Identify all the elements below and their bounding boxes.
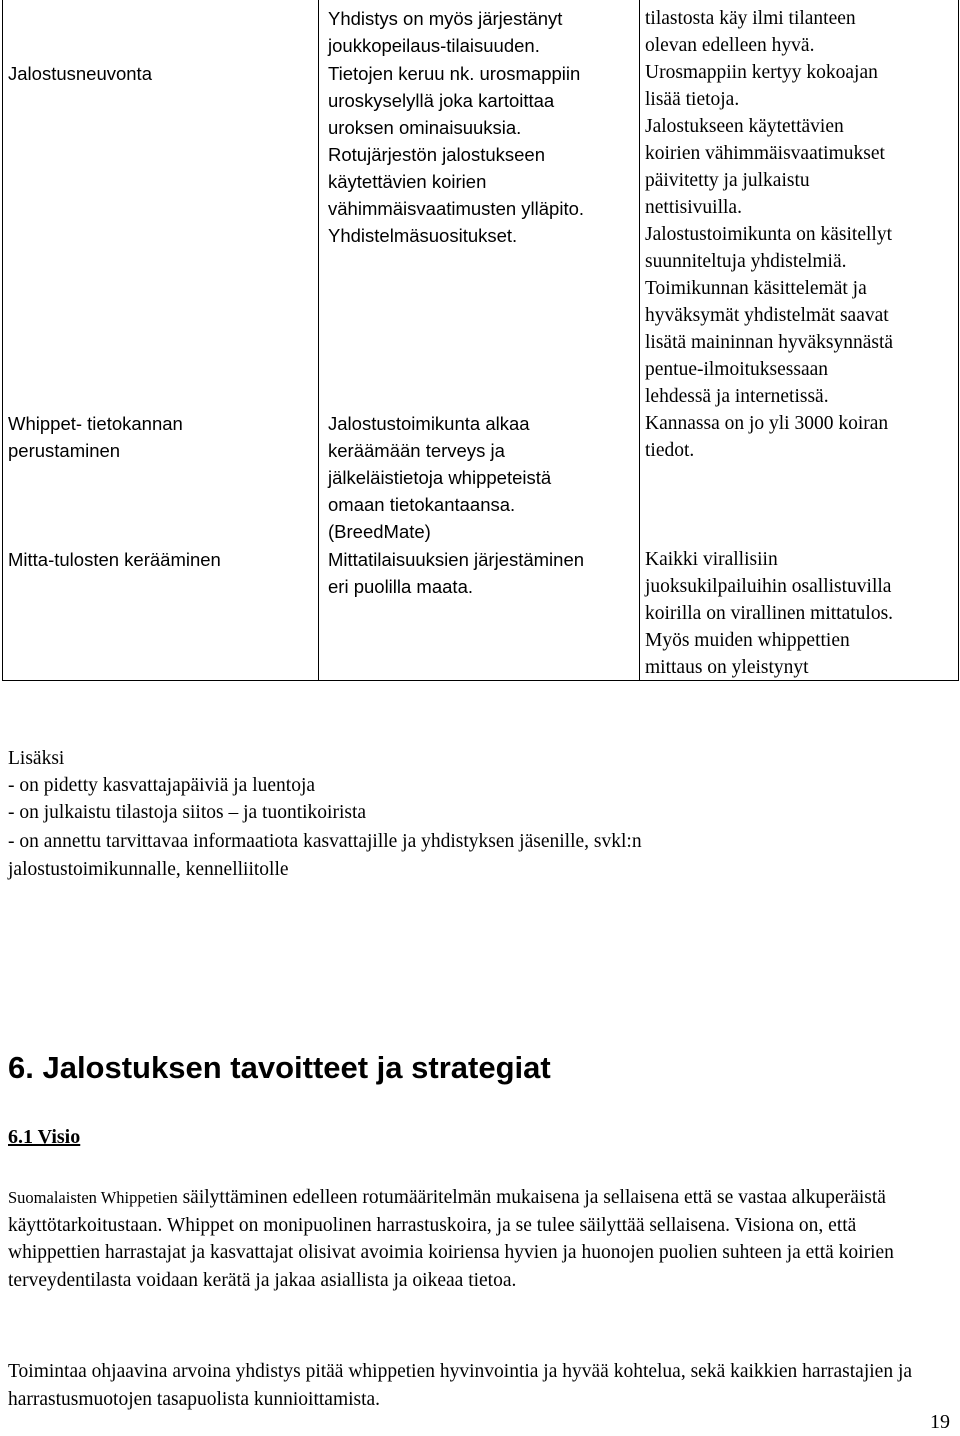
column-divider (318, 0, 319, 680)
values-paragraph: Toimintaa ohjaavina arvoina yhdistys pitää whippetien hyvinvointia ja hyvää kohtelua, sekä kaikkien harrastajien ja harrastusmuotojen tasapuolista kunnioittamista. (8, 1361, 913, 1410)
table-cell: Jalostusneuvonta (8, 63, 152, 84)
column-divider (639, 0, 640, 680)
table-cell: Tietojen keruu nk. urosmappiin uroskyselyllä joka kartoittaa uroksen ominaisuuksia. Rotujärjestön jalostukseen käytettävien koirien vähimmäisvaatimusten ylläpito. Yhdistelmäsuositukset. (328, 63, 585, 246)
page-number: 19 (930, 1411, 950, 1433)
table-cell: Kannassa on jo yli 3000 koiran tiedot. (645, 413, 889, 461)
vision-paragraph (8, 1184, 952, 1294)
lisaksi-heading: Lisäksi (8, 748, 65, 769)
section-subheading: 6.1 Visio (8, 1126, 81, 1148)
table-cell: Yhdistys on myös järjestänyt joukkopeilaus-tilaisuuden. (328, 8, 563, 56)
table-cell: Whippet- tietokannan perustaminen (8, 413, 183, 461)
vision-paragraph-lead: Suomalaisten Whippetien (8, 1188, 178, 1207)
list-item: - on annettu tarvittavaa informaatiota kasvattajille ja yhdistyksen jäsenille, svkl:n jalostustoimikunnalle, kennelliitolle (8, 831, 642, 880)
table-cell: tilastosta käy ilmi tilanteen olevan edelleen hyvä. Urosmappiin kertyy kokoajan lisää tietoja. Jalostukseen käytettävien koirien vähimmäisvaatimukset päivitetty ja julkaistu nettisivuilla. Jalostustoimikunta on käsitellyt suunniteltuja yhdistelmiä. Toimikunnan käsittelemät ja hyväksymät yhdistelmät saavat lisätä maininnan hyväksynnästä pentue-ilmoituksessaan lehdessä ja internetissä. (645, 8, 894, 407)
table-cell: Kaikki virallisiin juoksukilpailuihin osallistuvilla koirilla on virallinen mittatulos. Myös muiden whippettien mittaus on yleistynyt (645, 549, 894, 678)
vision-paragraph-text: säilyttäminen edelleen rotumääritelmän mukaisena ja sellaisena että se vastaa alkuperäistä käyttötarkoitustaan. Whippet on monipuolinen harrastuskoira, ja se tulee säilyttää sellaisena. Visiona on, että whippettien harrastajat ja kasvattajat olisivat avoimia koiriensa hyvien ja huonojen puolien suhteen ja että koirien terveydentilasta voidaan kerätä ja jakaa asiallista ja oikeaa tietoa. (8, 1187, 894, 1291)
list-item: - on pidetty kasvattajapäiviä ja luentoja (8, 775, 316, 796)
section-heading: 6. Jalostuksen tavoitteet ja strategiat (8, 1050, 551, 1085)
table-cell: Jalostustoimikunta alkaa keräämään terveys ja jälkeläistietoja whippeteistä omaan tietokantaansa. (BreedMate) (328, 413, 552, 542)
list-item: - on julkaistu tilastoja siitos – ja tuontikoirista (8, 802, 367, 823)
table-cell: Mitta-tulosten kerääminen (8, 549, 221, 570)
table-cell: Mittatilaisuuksien järjestäminen eri puolilla maata. (328, 549, 585, 597)
